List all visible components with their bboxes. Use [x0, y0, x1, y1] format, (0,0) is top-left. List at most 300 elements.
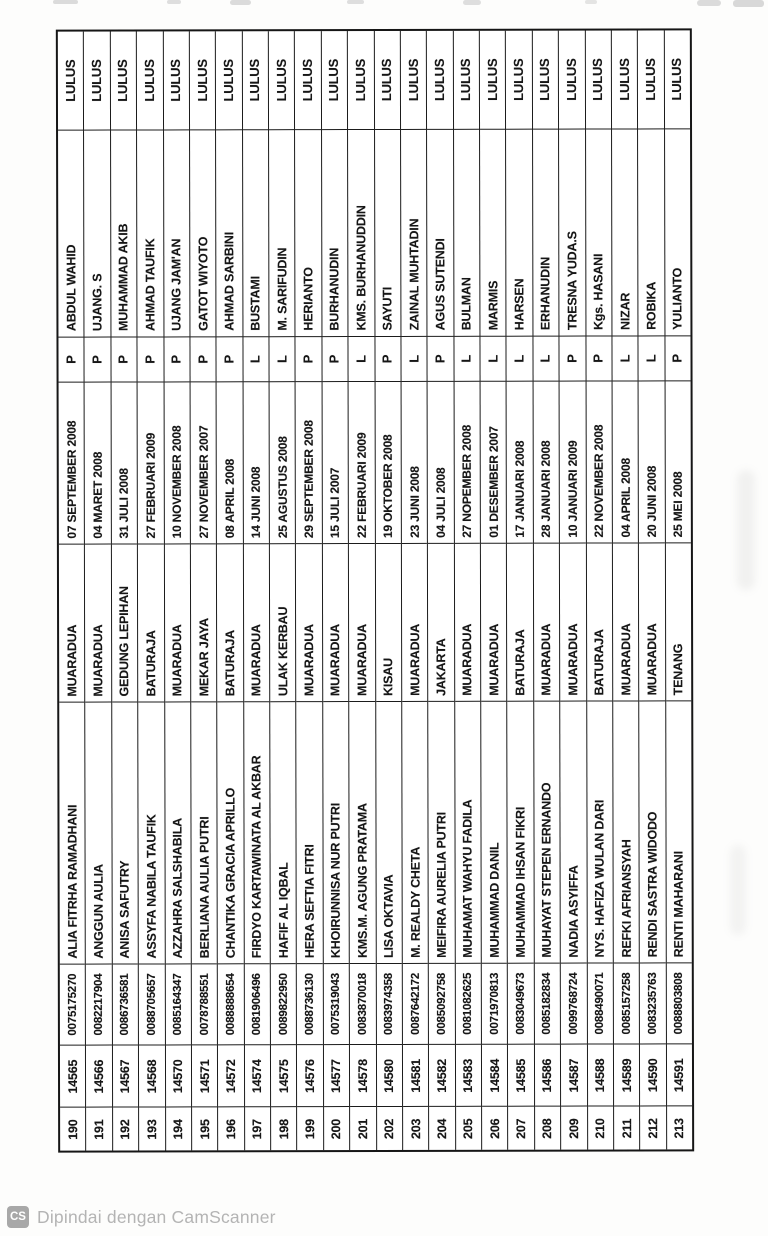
cell-birth-date-text: 14 JUNI 2008 — [249, 466, 264, 538]
cell-student-name — [297, 702, 323, 964]
cell-row-number-text: 204 — [435, 1118, 450, 1139]
cell-student-name — [59, 703, 85, 965]
student-column — [111, 31, 140, 1150]
cell-birth-place — [164, 544, 190, 702]
cell-gender — [586, 337, 611, 382]
cell-nisn-text: 0088490071 — [593, 972, 607, 1035]
cell-status — [401, 31, 427, 130]
cell-nis-text: 14585 — [514, 1058, 529, 1093]
cell-birth-place-text: BATURAJA — [143, 629, 159, 696]
cell-nis — [508, 1045, 534, 1107]
cell-parent-name — [295, 130, 321, 337]
cell-nis — [482, 1045, 508, 1107]
cell-birth-date — [190, 382, 216, 544]
cell-nis-text: 14575 — [276, 1058, 291, 1093]
cell-student-name-text: AZZAHRA SALSHABILA — [170, 817, 185, 958]
cell-nisn — [86, 965, 112, 1046]
cell-student-name-text: FIRDYO KARTAWINATA AL AKBAR — [249, 755, 265, 958]
cell-gender-text: P — [379, 354, 395, 364]
cell-gender — [111, 337, 136, 382]
student-column — [137, 31, 166, 1150]
scan-smudge — [167, 0, 181, 4]
cell-nisn — [218, 964, 244, 1045]
cell-gender — [375, 337, 400, 382]
cell-nisn-text: 0099768724 — [567, 972, 580, 1035]
cell-row-number-text: 193 — [144, 1118, 159, 1140]
cell-student-name — [560, 702, 586, 964]
cell-row-number-text: 203 — [408, 1118, 423, 1139]
cell-birth-date — [138, 382, 164, 544]
cell-nis — [165, 1045, 191, 1107]
cell-student-name — [481, 702, 507, 964]
student-column — [585, 31, 614, 1150]
cell-student-name — [244, 702, 270, 964]
student-column — [163, 31, 192, 1150]
cell-student-name — [191, 702, 217, 964]
cell-parent-name — [269, 130, 295, 337]
cell-birth-date — [401, 382, 427, 544]
cell-nisn — [60, 965, 86, 1046]
cell-parent-name-text: UJANG. S — [90, 273, 105, 332]
cell-birth-place-text: BATURAJA — [592, 628, 607, 696]
cell-row-number-text: 213 — [672, 1117, 687, 1139]
cell-student-name — [138, 702, 164, 964]
cell-status — [242, 31, 268, 130]
cell-gender-text: L — [511, 354, 527, 363]
cell-parent-name-text: TRESNA YUDA.S — [565, 231, 580, 331]
cell-birth-date — [639, 381, 665, 543]
cell-birth-date — [111, 382, 137, 544]
cell-student-name-text: BERLIANA AULIA PUTRI — [197, 816, 212, 958]
cell-nisn — [297, 964, 323, 1045]
cell-birth-date — [243, 382, 269, 544]
cell-status — [190, 31, 216, 130]
cell-nisn-text: 0075175270 — [66, 973, 79, 1036]
cell-row-number-text: 190 — [65, 1118, 80, 1140]
cell-birth-date — [217, 382, 243, 544]
cell-row-number-text: 212 — [646, 1117, 661, 1139]
cell-gender-text: P — [63, 355, 79, 364]
cell-student-name-text: KMS.M. AGUNG PRATAMA — [355, 802, 370, 958]
cell-nisn — [403, 964, 429, 1045]
cell-birth-place — [112, 544, 138, 702]
cell-nisn-text: 0075319043 — [330, 973, 343, 1036]
cell-nisn-text: 0083870018 — [356, 973, 369, 1036]
cell-student-name — [376, 702, 402, 964]
cell-row-number — [218, 1107, 243, 1150]
cell-parent-name-text: MARMIS — [486, 280, 501, 331]
cell-nis — [403, 1045, 429, 1107]
cell-status — [612, 30, 638, 129]
cell-student-name-text: ALIA FITRHA RAMADHANI — [65, 804, 80, 959]
cell-student-name-text: LISA OKTAVIA — [381, 873, 396, 958]
cell-birth-date-text: 22 NOVEMBER 2008 — [591, 424, 607, 538]
cell-nis — [614, 1044, 640, 1106]
cell-status-text: LULUS — [405, 58, 421, 102]
cell-row-number-text: 192 — [118, 1118, 133, 1140]
cell-nis-text: 14584 — [487, 1058, 502, 1093]
cell-gender-text: P — [432, 354, 448, 364]
cell-gender — [454, 337, 479, 382]
cell-parent-name — [533, 130, 559, 337]
cell-nis — [587, 1045, 613, 1107]
cell-nis — [535, 1045, 561, 1107]
cell-birth-date-text: 04 APRIL 2008 — [618, 457, 633, 537]
cell-parent-name-text: M. SARIFUDIN — [274, 247, 290, 331]
student-column — [664, 30, 692, 1149]
cell-row-number — [614, 1106, 639, 1149]
cell-gender — [639, 336, 664, 381]
cell-row-number — [139, 1107, 164, 1150]
cell-status-text: LULUS — [220, 59, 236, 102]
cell-gender-text: L — [406, 355, 422, 363]
cell-birth-place-text: MUARADUA — [170, 623, 185, 696]
cell-student-name-text: ANISA SAFUTRY — [118, 860, 133, 959]
cell-status — [322, 31, 348, 130]
cell-nisn-text: 0087642172 — [409, 972, 422, 1035]
cell-status — [506, 31, 532, 130]
cell-student-name — [428, 702, 454, 964]
cell-status — [295, 31, 321, 130]
cell-birth-date-text: 15 JULI 2007 — [328, 467, 343, 538]
cell-nisn-text: 0082217904 — [92, 973, 105, 1036]
cell-nis-text: 14567 — [118, 1059, 133, 1093]
cell-student-name — [639, 701, 665, 963]
cell-student-name — [534, 702, 560, 964]
cell-birth-place-text: MUARADUA — [354, 623, 370, 696]
cell-birth-date — [322, 382, 348, 544]
camscanner-logo-icon: CS — [7, 1206, 29, 1228]
cell-nisn-text: 0083235763 — [646, 972, 659, 1035]
cell-gender-text: P — [669, 354, 685, 363]
cell-gender — [612, 336, 637, 381]
cell-nis-text: 14578 — [355, 1058, 370, 1093]
cell-birth-date — [507, 382, 533, 544]
cell-student-name — [402, 702, 428, 964]
cell-birth-place — [296, 544, 322, 702]
cell-row-number — [561, 1107, 586, 1150]
cell-birth-place-text: MUARADUA — [407, 623, 422, 696]
cell-gender — [190, 337, 215, 382]
cell-gender-text: P — [564, 354, 580, 363]
cell-birth-place — [481, 544, 507, 702]
cell-birth-date-text: 19 OKTOBER 2008 — [380, 433, 396, 538]
cell-birth-place — [244, 544, 270, 702]
student-column — [322, 31, 351, 1150]
cell-nis-text: 14576 — [303, 1058, 318, 1093]
cell-birth-place — [323, 544, 349, 702]
cell-parent-name-text: HARSEN — [512, 278, 527, 331]
cell-row-number — [192, 1107, 217, 1150]
cell-birth-place-text: TENANG — [671, 643, 686, 695]
cell-birth-date-text: 27 NOVEMBER 2007 — [196, 424, 211, 538]
cell-status — [269, 31, 295, 130]
cell-birth-place-text: KISAU — [381, 657, 396, 696]
cell-status — [111, 31, 137, 130]
cell-birth-date-text: 01 DESEMBER 2007 — [486, 425, 501, 538]
cell-birth-place — [375, 544, 401, 702]
cell-birth-place — [217, 544, 243, 702]
cell-parent-name — [243, 130, 269, 337]
cell-parent-name-text: YULIANTO — [670, 267, 685, 330]
cell-nis-text: 14589 — [619, 1058, 634, 1092]
cell-row-number — [324, 1107, 349, 1150]
student-column — [348, 31, 377, 1150]
cell-gender — [243, 337, 268, 382]
cell-gender-text: L — [485, 354, 501, 363]
scan-smudge — [697, 0, 721, 6]
cell-parent-name-text: SAYUTI — [380, 286, 395, 331]
cell-parent-name — [216, 130, 242, 337]
cell-status-text: LULUS — [616, 58, 632, 101]
cell-birth-date-text: 07 SEPTEMBER 2008 — [64, 420, 79, 539]
cell-nisn — [535, 964, 561, 1045]
cell-nis-text: 14577 — [329, 1058, 344, 1093]
cell-row-number — [245, 1107, 270, 1150]
cell-gender-text: L — [537, 354, 553, 363]
cell-nisn — [482, 964, 508, 1045]
cell-birth-date — [665, 381, 691, 543]
cell-nisn — [165, 964, 191, 1045]
cell-gender-text: P — [115, 355, 131, 364]
cell-row-number-text: 202 — [382, 1118, 397, 1139]
cell-birth-date-text: 27 FEBRUARI 2009 — [143, 432, 158, 538]
cell-birth-place — [534, 544, 560, 702]
cell-row-number-text: 199 — [303, 1118, 318, 1139]
cell-nis — [640, 1044, 666, 1106]
cell-row-number-text: 211 — [619, 1118, 634, 1138]
cell-gender-text: P — [300, 354, 316, 364]
cell-parent-name — [137, 130, 163, 337]
cell-parent-name-text: BURHANUDIN — [327, 247, 342, 331]
cell-birth-place-text: BATURAJA — [513, 628, 528, 696]
cell-student-name-text: KHOIRUNNISA NUR PUTRI — [328, 802, 344, 958]
cell-status — [533, 31, 559, 130]
cell-status — [453, 31, 479, 130]
cell-student-name — [217, 702, 243, 964]
cell-nisn-text: 0088888654 — [224, 973, 237, 1036]
cell-nisn — [429, 964, 455, 1045]
cell-status — [163, 31, 189, 130]
cell-gender-text: L — [643, 354, 659, 363]
cell-student-name — [323, 702, 349, 964]
cell-nis — [60, 1046, 86, 1108]
cell-parent-name — [506, 130, 532, 337]
cell-row-number-text: 197 — [250, 1118, 265, 1139]
cell-status — [427, 31, 453, 130]
cell-birth-date — [454, 382, 480, 544]
cell-gender-text: P — [142, 355, 158, 364]
cell-birth-date-text: 10 JANUARI 2009 — [565, 440, 580, 538]
cell-row-number-text: 194 — [171, 1118, 186, 1140]
cell-birth-date-text: 04 JULI 2008 — [433, 467, 448, 538]
scan-smudge — [463, 0, 481, 5]
cell-status-text: LULUS — [352, 58, 368, 102]
cell-birth-date-text: 22 FEBRUARI 2009 — [354, 431, 369, 538]
cell-row-number-text: 208 — [540, 1118, 555, 1139]
cell-nis-text: 14586 — [540, 1058, 555, 1093]
cell-row-number — [482, 1107, 507, 1150]
scan-smudge — [53, 0, 78, 4]
cell-row-number — [508, 1107, 533, 1150]
cell-birth-date — [375, 382, 401, 544]
cell-gender — [85, 338, 110, 383]
results-table — [56, 28, 694, 1152]
cell-student-name-text: CHANTIKA GRACIA APRILLO — [223, 787, 238, 958]
cell-nis — [113, 1045, 139, 1107]
cell-parent-name — [665, 129, 691, 336]
cell-row-number — [350, 1107, 375, 1150]
cell-status-text: LULUS — [168, 59, 184, 102]
cell-row-number-text: 207 — [514, 1118, 529, 1139]
cell-nis-text: 14581 — [408, 1058, 423, 1093]
cell-birth-date — [533, 382, 559, 544]
cell-student-name-text: RENTI MAHARANI — [671, 850, 687, 957]
cell-nis-text: 14570 — [171, 1059, 186, 1093]
cell-nis-text: 14588 — [593, 1058, 608, 1092]
cell-birth-date-text: 25 MEI 2008 — [671, 470, 686, 537]
cell-parent-name-text: AHMAD TAUFIK — [143, 238, 158, 331]
student-column — [374, 31, 403, 1150]
cell-parent-name-text: HERIANTO — [301, 267, 316, 331]
cell-row-number-text: 191 — [92, 1118, 107, 1140]
cell-nisn — [113, 964, 139, 1045]
cell-nis — [297, 1045, 323, 1107]
cell-nis — [456, 1045, 482, 1107]
cell-gender — [322, 337, 347, 382]
cell-gender-text: P — [221, 355, 237, 364]
cell-nis — [139, 1045, 165, 1107]
cell-birth-date — [428, 382, 454, 544]
cell-nisn-text: 0088736130 — [303, 973, 316, 1036]
cell-gender-text: L — [617, 354, 633, 363]
cell-status-text: LULUS — [563, 58, 579, 101]
cell-birth-date-text: 08 APRIL 2008 — [222, 458, 237, 538]
cell-student-name-text: MUHAMMAD IHSAN FIKRI — [513, 806, 528, 958]
cell-gender — [665, 336, 690, 381]
cell-status — [216, 31, 242, 130]
scan-smudge — [585, 0, 597, 4]
cell-gender — [401, 337, 426, 382]
cell-parent-name-text: BUSTAMI — [248, 276, 263, 331]
camscanner-watermark-text: Dipindai dengan CamScanner — [37, 1206, 276, 1227]
cell-nis — [192, 1045, 218, 1107]
student-column — [638, 30, 667, 1149]
cell-birth-date — [612, 381, 638, 543]
cell-parent-name-text: AGUS SUTENDI — [433, 238, 448, 331]
cell-nisn — [244, 964, 270, 1045]
student-column — [401, 31, 430, 1150]
cell-student-name — [587, 702, 613, 964]
cell-nis-text: 14582 — [434, 1058, 449, 1093]
cell-student-name — [666, 701, 692, 963]
cell-status-text: LULUS — [273, 59, 289, 102]
cell-status-text: LULUS — [194, 59, 210, 102]
cell-parent-name-text: ABDUL WAHID — [63, 244, 79, 332]
cell-gender-text: L — [458, 354, 474, 363]
cell-nis-text: 14565 — [65, 1059, 80, 1094]
cell-nisn — [640, 963, 666, 1044]
cell-student-name-text: HAFIF AL IQBAL — [276, 861, 291, 958]
cell-nis — [218, 1045, 244, 1107]
cell-birth-place — [85, 545, 111, 703]
cell-birth-place-text: JAKARTA — [434, 637, 449, 696]
cell-row-number — [271, 1107, 296, 1150]
cell-status-text: LULUS — [458, 58, 474, 101]
cell-birth-place — [613, 543, 639, 701]
cell-parent-name — [348, 130, 374, 337]
cell-nisn — [350, 964, 376, 1045]
cell-gender-text: P — [326, 354, 342, 364]
cell-birth-date — [481, 382, 507, 544]
cell-parent-name — [586, 130, 612, 337]
cell-row-number-text: 209 — [566, 1117, 581, 1139]
cell-status-text: LULUS — [62, 59, 78, 102]
cell-gender — [507, 337, 532, 382]
cell-status — [58, 32, 84, 131]
cell-parent-name — [454, 130, 480, 337]
student-column — [480, 31, 509, 1150]
cell-gender — [533, 337, 558, 382]
cell-birth-place — [560, 544, 586, 702]
cell-birth-date — [59, 383, 85, 545]
cell-student-name-text: HERA SEFTIA FITRI — [302, 843, 317, 958]
cell-gender — [138, 337, 163, 382]
cell-student-name-text: ANGGUN AULIA — [91, 863, 106, 959]
cell-parent-name — [401, 130, 427, 337]
cell-nisn-text: 0085157258 — [620, 972, 633, 1035]
cell-nis-text: 14580 — [382, 1058, 397, 1093]
cell-student-name — [455, 702, 481, 964]
cell-nisn — [508, 964, 534, 1045]
cell-gender — [269, 337, 294, 382]
cell-nisn — [271, 964, 297, 1045]
cell-birth-place — [138, 544, 164, 702]
cell-row-number — [403, 1107, 428, 1150]
cell-nis-text: 14590 — [645, 1058, 660, 1092]
cell-status-text: LULUS — [115, 59, 131, 102]
cell-nis — [667, 1044, 693, 1106]
cell-status-text: LULUS — [484, 58, 500, 101]
cell-status-text: LULUS — [88, 59, 105, 102]
cell-status — [480, 31, 506, 130]
cell-parent-name-text: GATOT WIYOTO — [195, 236, 211, 331]
cell-student-name-text: MUHAMMAD DANIL — [487, 841, 502, 958]
cell-nisn — [324, 964, 350, 1045]
cell-student-name-text: M. REALDY CHETA — [408, 846, 423, 958]
cell-status-text: LULUS — [247, 59, 263, 102]
cell-nisn — [139, 964, 165, 1045]
cell-status-text: LULUS — [669, 58, 685, 101]
cell-parent-name-text: ROBIKA — [644, 281, 659, 330]
cell-birth-place-text: MUARADUA — [64, 624, 79, 697]
cell-status — [84, 32, 110, 131]
cell-birth-place-text: ULAK KERBAU — [275, 606, 290, 696]
cell-nis — [376, 1045, 402, 1107]
cell-birth-date — [560, 382, 586, 544]
cell-birth-place — [349, 544, 375, 702]
cell-status-text: LULUS — [510, 58, 527, 101]
cell-nis-text: 14572 — [223, 1058, 238, 1093]
cell-birth-date-text: 29 SEPTEMBER 2008 — [301, 419, 316, 538]
student-column — [427, 31, 456, 1150]
cell-birth-place — [639, 543, 665, 701]
cell-row-number-text: 201 — [355, 1118, 370, 1139]
cell-birth-date — [270, 382, 296, 544]
cell-row-number — [60, 1108, 85, 1151]
cell-nisn-text: 0081906496 — [251, 973, 264, 1036]
cell-student-name — [508, 702, 534, 964]
